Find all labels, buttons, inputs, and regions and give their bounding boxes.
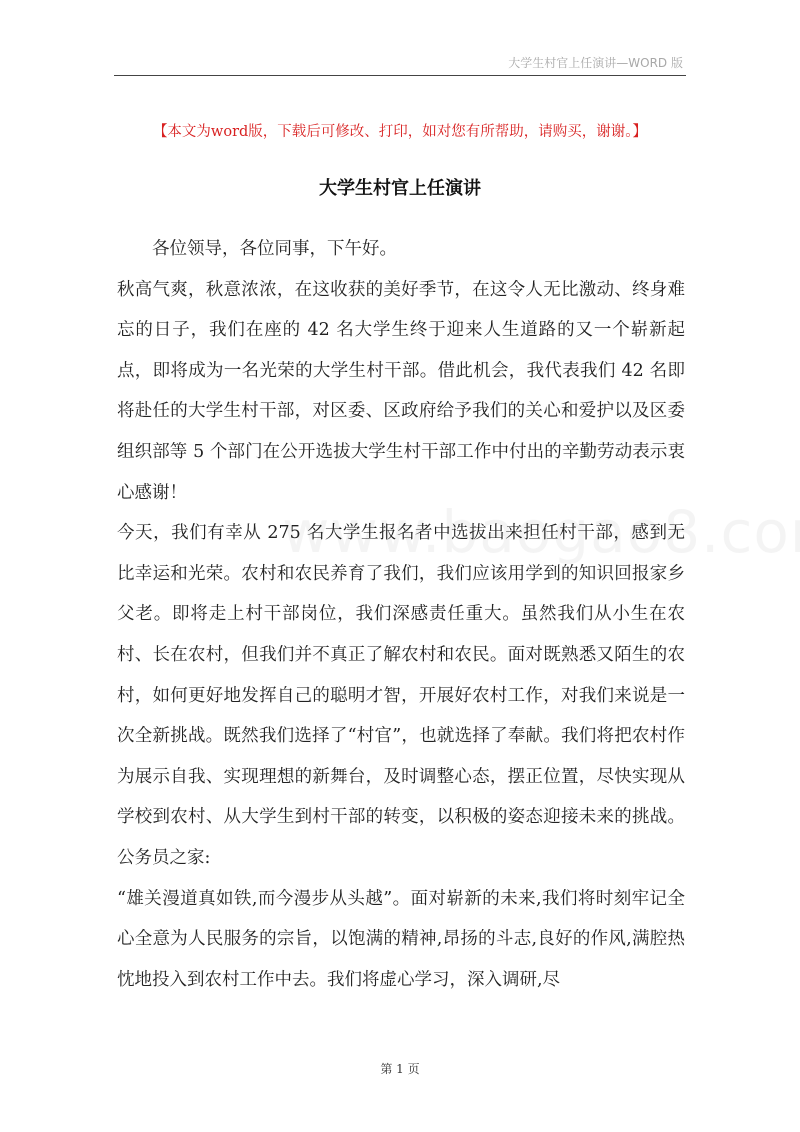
header-divider [114, 75, 686, 76]
page-number: 第 1 页 [380, 1062, 420, 1076]
document-body [117, 229, 685, 1000]
paragraph: “雄关漫道真如铁,而今漫步从头越”。面对崭新的未来,我们将时刻牢记全心全意为人民服务的宗旨，以饱满的精神,昂扬的斗志,良好的作风,满腔热忱地投入到农村工作中去。我们将虚心学习，深入调研,尽 [117, 888, 685, 990]
document-title: 大学生村官上任演讲 [319, 178, 481, 199]
running-header: 大学生村官上任演讲—WORD 版 [508, 56, 683, 70]
paragraph: 今天，我们有幸从 275 名大学生报名者中选拔出来担任村干部，感到无比幸运和光荣。农村和农民养育了我们，我们应该用学到的知识回报家乡父老。即将走上村干部岗位，我们深感责任重大。虽然我们从小生在农村、长在农村，但我们并不真正了解农村和农民。面对既熟悉又陌生的农村，如何更好地发挥自己的聪明才智，开展好农村工作，对我们来说是一次全新挑战。既然我们选择了“村官”，也就选择了奉献。我们将把农村作为展示自我、实现理想的新舞台，及时调整心态，摆正位置，尽快实现从学校到农村、从大学生到村干部的转变，以积极的姿态迎接未来的挑战。公务员之家: [117, 523, 685, 868]
paragraph-greeting: 各位领导，各位同事，下午好。 [152, 239, 397, 259]
download-notice: 【本文为word版，下载后可修改、打印，如对您有所帮助，请购买，谢谢。】 [152, 124, 648, 140]
paragraph: 秋高气爽，秋意浓浓，在这收获的美好季节，在这令人无比激动、终身难忘的日子，我们在座的 42 名大学生终于迎来人生道路的又一个崭新起点，即将成为一名光荣的大学生村干部。借此机会，我代表我们 42 名即将赴任的大学生村干部，对区委、区政府给予我们的关心和爱护以及区委组织部等 5 个部门在公开选拔大学生村干部工作中付出的辛勤劳动表示衷心感谢！ [117, 279, 685, 503]
